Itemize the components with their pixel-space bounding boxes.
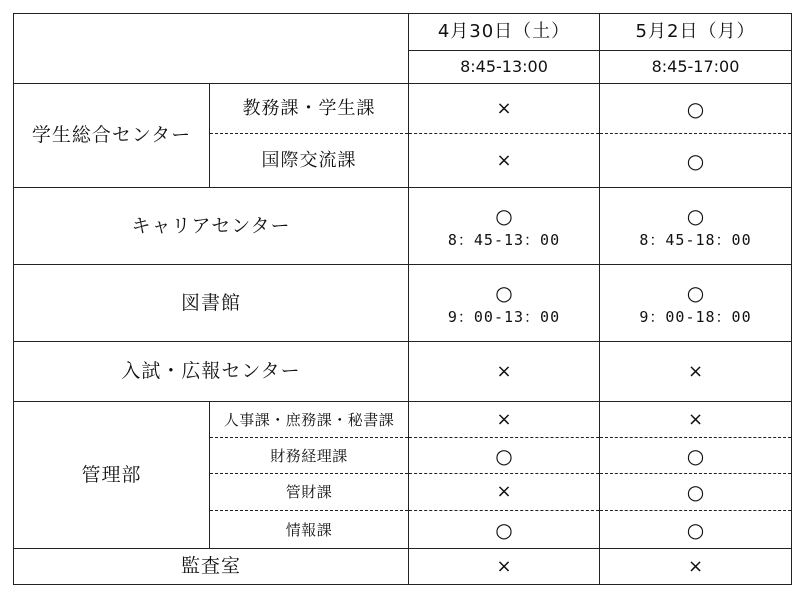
- status-mark: ×: [496, 481, 512, 503]
- org-audit: 監査室: [14, 549, 409, 585]
- status-cell: [409, 474, 600, 511]
- table-row: [14, 342, 792, 402]
- dept-kokusai: 国際交流課: [210, 134, 409, 188]
- status-mark: ○: [686, 148, 705, 173]
- org-library: 図書館: [14, 265, 409, 342]
- org-career: キャリアセンター: [14, 188, 409, 265]
- status-cell: [600, 549, 792, 585]
- status-mark: ○: [686, 203, 705, 228]
- status-mark: ○: [495, 517, 513, 542]
- office-hours-table: [13, 13, 792, 585]
- status-mark: ×: [496, 149, 512, 171]
- status-cell: [600, 188, 792, 265]
- header-date-apr30: 4月30日（土）: [409, 14, 600, 51]
- status-cell: [409, 134, 600, 188]
- status-mark: ×: [687, 360, 704, 382]
- status-mark: ○: [686, 480, 705, 504]
- header-time-apr30: 8:45-13:00: [409, 51, 600, 84]
- status-cell: [409, 549, 600, 585]
- dept-kanzai: 管財課: [210, 474, 409, 511]
- hours-text: 9：00-13：00: [447, 307, 561, 326]
- status-cell: [600, 265, 792, 342]
- table-row: [14, 402, 792, 438]
- header-time-may2: 8:45-17:00: [600, 51, 792, 84]
- org-admissions: 入試・広報センター: [14, 342, 409, 402]
- hours-text: 8：45-18：00: [639, 230, 752, 249]
- status-cell: [409, 265, 600, 342]
- dept-joho: 情報課: [210, 511, 409, 549]
- status-cell: [409, 84, 600, 134]
- status-cell: [600, 511, 792, 549]
- dept-zaimu: 財務経理課: [210, 438, 409, 474]
- status-cell: [600, 134, 792, 188]
- dept-kyomu-gakusei: 教務課・学生課: [210, 84, 409, 134]
- header-date-may2: 5月2日（月）: [600, 14, 792, 51]
- status-cell: [600, 474, 792, 511]
- status-cell: [600, 342, 792, 402]
- header-blank-cell: [14, 14, 409, 84]
- table-row: [14, 549, 792, 585]
- status-cell: [600, 84, 792, 134]
- status-mark: ×: [687, 555, 704, 577]
- status-mark: ×: [496, 408, 512, 430]
- status-mark: ○: [495, 280, 513, 305]
- status-mark: ×: [687, 408, 704, 430]
- table-row: [14, 84, 792, 134]
- table-row: [14, 265, 792, 342]
- status-mark: ○: [686, 280, 705, 305]
- hours-text: 9：00-18：00: [639, 307, 752, 326]
- status-mark: ×: [496, 360, 512, 382]
- status-cell: [409, 342, 600, 402]
- status-cell: [409, 188, 600, 265]
- status-cell: [409, 438, 600, 474]
- status-mark: ×: [496, 97, 512, 119]
- status-cell: [409, 402, 600, 438]
- dept-jinji: 人事課・庶務課・秘書課: [210, 402, 409, 438]
- org-kanri: 管理部: [14, 402, 210, 549]
- status-cell: [409, 511, 600, 549]
- hours-text: 8：45-13：00: [447, 230, 561, 249]
- status-mark: ○: [686, 96, 705, 121]
- status-mark: ○: [495, 203, 513, 228]
- status-cell: [600, 402, 792, 438]
- status-mark: ○: [686, 443, 705, 468]
- status-mark: ×: [496, 555, 512, 577]
- table-row: [14, 188, 792, 265]
- org-gakusei: 学生総合センター: [14, 84, 210, 188]
- header-row-dates: [14, 14, 792, 51]
- status-mark: ○: [686, 517, 705, 542]
- status-mark: ○: [495, 443, 513, 468]
- status-cell: [600, 438, 792, 474]
